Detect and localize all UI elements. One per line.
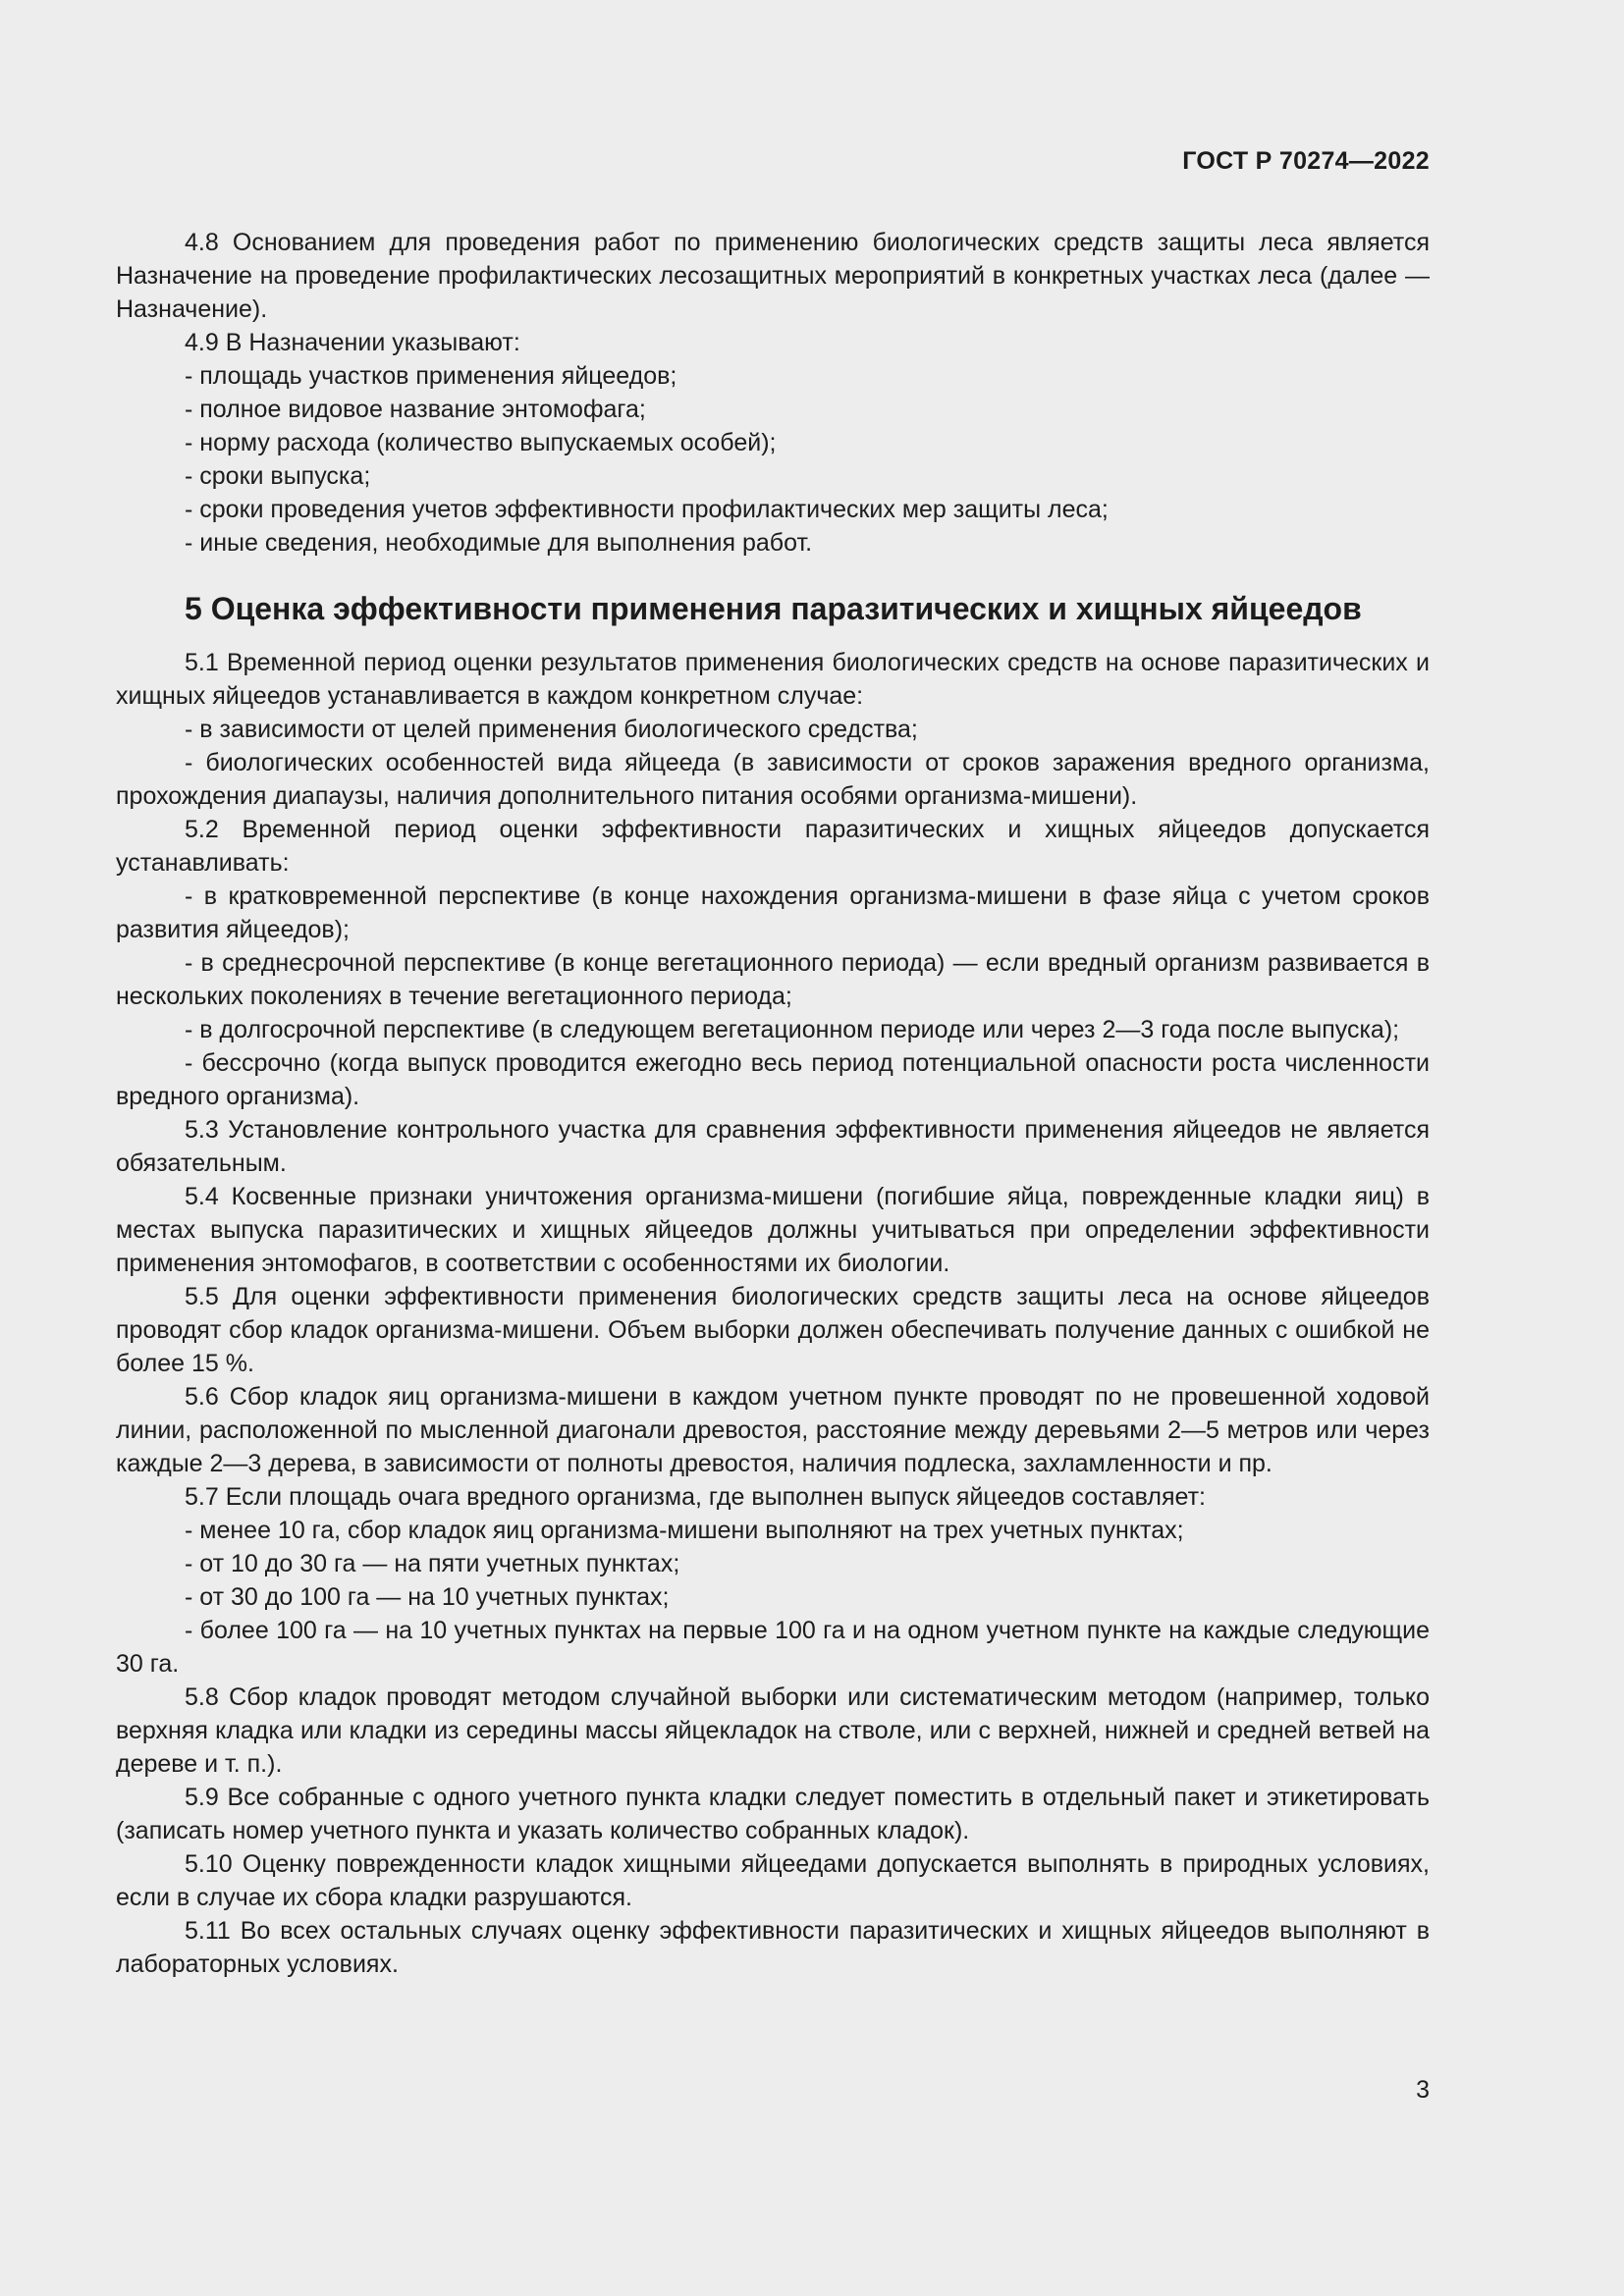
paragraph: 5.10 Оценку поврежденности кладок хищными яйцеедами допускается выполнять в природных условиях, если в случае их сбора кладки разрушаются.	[116, 1850, 1430, 1911]
section-5-body	[116, 646, 1430, 1981]
list-item: - в среднесрочной перспективе (в конце вегетационного периода) — если вредный организм развивается в нескольких поколениях в течение вегетационного периода;	[116, 949, 1430, 1010]
paragraph: 5.5 Для оценки эффективности применения биологических средств защиты леса на основе яйцеедов проводят сбор кладок организма-мишени. Объем выборки должен обеспечивать получение данных с ошибкой не более 15 %.	[116, 1283, 1430, 1377]
list-item: - иные сведения, необходимые для выполнения работ.	[185, 529, 813, 557]
paragraph: 4.8 Основанием для проведения работ по применению биологических средств защиты леса является Назначение на проведение профилактических лесозащитных мероприятий в конкретных участках леса (далее — Назначение).	[116, 229, 1430, 323]
list-item: - бессрочно (когда выпуск проводится ежегодно весь период потенциальной опасности роста численности вредного организма).	[116, 1049, 1430, 1110]
list-item: - менее 10 га, сбор кладок яиц организма-мишени выполняют на трех учетных пунктах;	[185, 1517, 1184, 1544]
list-item: - сроки выпуска;	[185, 462, 371, 490]
section-5-title: 5 Оценка эффективности применения паразитических и хищных яйцеедов	[185, 591, 1362, 626]
list-item: - сроки проведения учетов эффективности профилактических мер защиты леса;	[185, 496, 1109, 523]
paragraph: 5.7 Если площадь очага вредного организма, где выполнен выпуск яйцеедов составляет:	[185, 1483, 1206, 1511]
list-item: - более 100 га — на 10 учетных пунктах на первые 100 га и на одном учетном пункте на каждые следующие 30 га.	[116, 1617, 1430, 1678]
paragraph: 5.11 Во всех остальных случаях оценку эффективности паразитических и хищных яйцеедов выполняют в лабораторных условиях.	[116, 1917, 1430, 1978]
list-item: - в кратковременной перспективе (в конце нахождения организма-мишени в фазе яйца с учетом сроков развития яйцеедов);	[116, 882, 1430, 943]
paragraph: 4.9 В Назначении указывают:	[185, 329, 520, 356]
section-4-continuation	[116, 226, 1430, 560]
paragraph: 5.3 Установление контрольного участка для сравнения эффективности применения яйцеедов не является обязательным.	[116, 1116, 1430, 1177]
document-body	[116, 226, 1430, 1981]
paragraph: 5.9 Все собранные с одного учетного пункта кладки следует поместить в отдельный пакет и этикетировать (записать номер учетного пункта и указать количество собранных кладок).	[116, 1784, 1430, 1844]
document-code: ГОСТ Р 70274—2022	[1182, 147, 1430, 175]
list-item: - в зависимости от целей применения биологического средства;	[185, 716, 918, 743]
paragraph: 5.4 Косвенные признаки уничтожения организма-мишени (погибшие яйца, поврежденные кладки яиц) в местах выпуска паразитических и хищных яйцеедов должны учитываться при определении эффективности применения энтомофагов, в соответствии с особенностями их биологии.	[116, 1183, 1430, 1277]
list-item: - в долгосрочной перспективе (в следующем вегетационном периоде или через 2—3 года после выпуска);	[185, 1016, 1400, 1043]
paragraph: 5.8 Сбор кладок проводят методом случайной выборки или систематическим методом (например, только верхняя кладка или кладки из середины массы яйцекладок на стволе, или с верхней, нижней и средней ветвей на дереве и т. п.).	[116, 1683, 1430, 1778]
list-item: - от 30 до 100 га — на 10 учетных пунктах;	[185, 1583, 670, 1611]
paragraph: 5.2 Временной период оценки эффективности паразитических и хищных яйцеедов допускается устанавливать:	[116, 816, 1430, 877]
list-item: - норму расхода (количество выпускаемых особей);	[185, 429, 777, 456]
paragraph: 5.6 Сбор кладок яиц организма-мишени в каждом учетном пункте проводят по не провешенной ходовой линии, расположенной по мысленной диагонали древостоя, расстояние между деревьями 2—5 метров или через каждые 2—3 дерева, в зависимости от полноты древостоя, наличия подлеска, захламленности и пр.	[116, 1383, 1430, 1477]
list-item: - от 10 до 30 га — на пяти учетных пунктах;	[185, 1550, 680, 1577]
list-item: - биологических особенностей вида яйцееда (в зависимости от сроков заражения вредного организма, прохождения диапаузы, наличия дополнительного питания особями организма-мишени).	[116, 749, 1430, 810]
list-item: - полное видовое название энтомофага;	[185, 396, 646, 423]
list-item: - площадь участков применения яйцеедов;	[185, 362, 677, 390]
paragraph: 5.1 Временной период оценки результатов применения биологических средств на основе паразитических и хищных яйцеедов устанавливается в каждом конкретном случае:	[116, 649, 1430, 710]
page-number: 3	[1416, 2076, 1430, 2104]
